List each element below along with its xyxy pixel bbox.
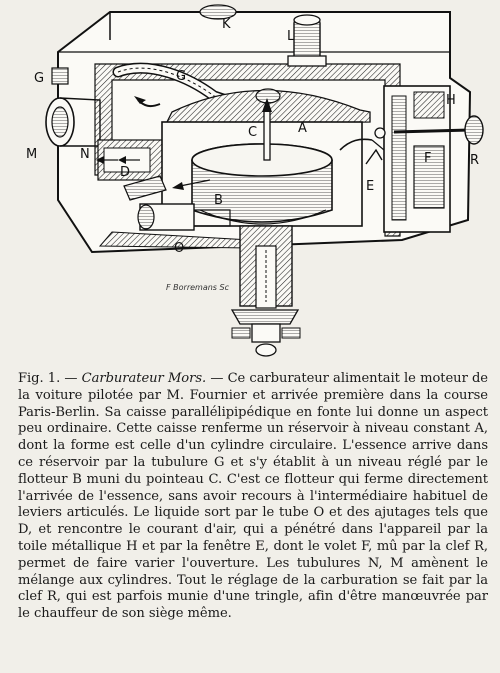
- label-d: D: [120, 165, 131, 180]
- engraver-signature: F Borremans Sc: [166, 283, 229, 292]
- label-e: E: [366, 179, 375, 194]
- label-g-inner: G: [176, 69, 187, 84]
- label-k: K: [222, 17, 231, 32]
- float-b: [192, 144, 332, 224]
- label-r: R: [470, 153, 480, 168]
- figure-title: Carburateur Mors.: [81, 371, 207, 386]
- label-m: M: [26, 147, 38, 162]
- label-f: F: [424, 151, 432, 166]
- figure-caption: [18, 371, 488, 623]
- figure-number: Fig. 1. —: [18, 371, 78, 386]
- label-a: A: [298, 121, 307, 136]
- label-c: C: [248, 125, 258, 140]
- label-l: L: [287, 29, 295, 44]
- label-g-outer: G: [34, 71, 45, 86]
- label-n: N: [80, 147, 90, 162]
- caption-body: — Ce carburateur alimentait le moteur de la voiture pilotée par M. Fournier et arrivée première dans la course Paris-Berlin. Sa caisse parallélipipédique en fonte lui donne un aspect peu ordinaire. Cette caisse renferme un réservoir à niveau constant A, dont la forme est celle d'un cylindre circulaire. L'essence arrive dans ce réservoir par la tubulure G et s'y établit à un niveau réglé par le flotteur B muni du pointeau C. C'est ce flotteur qui ferme directement l'arrivée de l'essence, sans avoir recours à l'intermédiaire habituel de leviers articulés. Le liquide sort par le tube O et des ajutages tels que D, et rencontre le courant d'air, qui a pénétré dans l'appareil par la toile métallique H et par la fenêtre E, dont le volet F, mû par la clef R, permet de faire varier l'ouverture. Les tubulures N, M amènent le mélange aux cylindres. Tout le réglage de la carburation se fait par la clef R, qui est parfois munie d'une tringle, afin d'être manœuvrée par le chauffeur de son siège même.: [18, 371, 488, 622]
- outer-g-fitting: [52, 68, 68, 84]
- label-h: H: [446, 93, 456, 108]
- bottom-valve: [232, 226, 300, 356]
- label-o: O: [174, 241, 185, 256]
- top-knob: [200, 5, 236, 19]
- label-b: B: [214, 193, 223, 208]
